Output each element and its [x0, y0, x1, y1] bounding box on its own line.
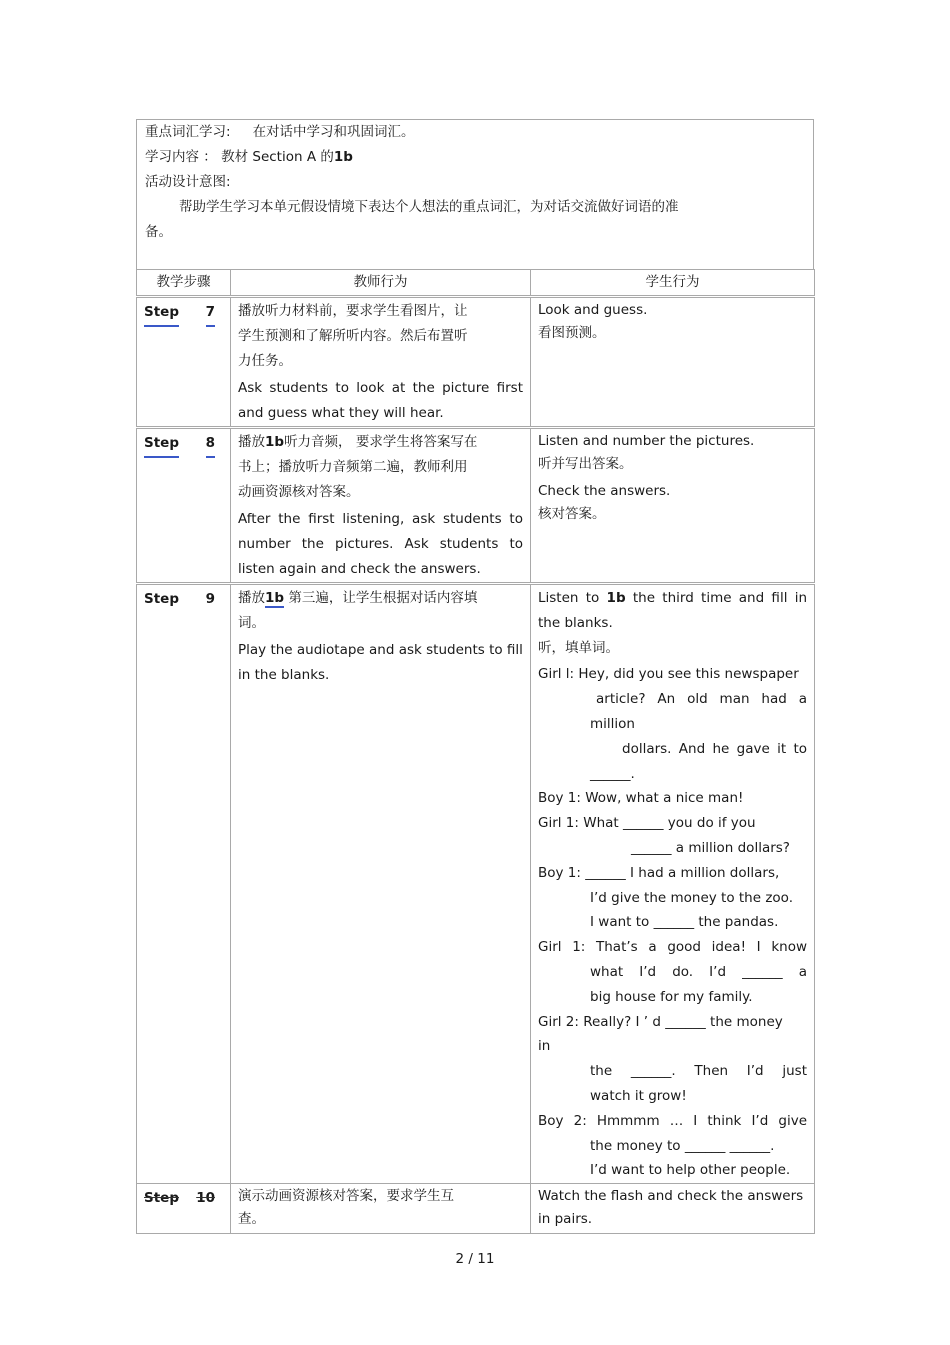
dialogue-line: the money to ______ ______.	[590, 1137, 775, 1154]
teacher-text: 播放1b 第三遍，让学生根据对话内容填	[238, 590, 478, 606]
teacher-cell	[231, 428, 531, 584]
table-row-step-10	[137, 1184, 815, 1234]
teacher-text: After the first listening, ask students to	[238, 511, 523, 527]
teacher-text: 力任务。	[238, 353, 292, 369]
dialogue-line: Boy 1: ______ I had a million dollars,	[538, 864, 780, 881]
student-text: in pairs.	[538, 1211, 593, 1228]
teacher-text: 书上；播放听力音频第二遍，教师利用	[238, 459, 468, 475]
dialogue-line: Boy 2: Hmmmm … I think I’d give	[538, 1112, 807, 1129]
lesson-header	[136, 119, 814, 269]
student-cell	[531, 584, 815, 1184]
student-cell	[531, 1184, 815, 1234]
student-text: Watch the flash and check the answers	[538, 1188, 804, 1205]
dialogue-line: million	[590, 715, 635, 732]
step-cell	[137, 1184, 231, 1234]
table-row-step-9	[137, 584, 815, 1184]
student-text: the blanks.	[538, 614, 613, 631]
student-cell	[531, 428, 815, 584]
teacher-cell	[231, 584, 531, 1184]
dialogue-line: I’d give the money to the zoo.	[590, 889, 793, 906]
dialogue-line: Girl 2: Really? I ’ d ______ the money	[538, 1013, 783, 1030]
dialogue-line: ______ a million dollars?	[631, 839, 790, 856]
teacher-text: listen again and check the answers.	[238, 561, 481, 577]
dialogue-line: Girl 1: What ______ you do if you	[538, 815, 756, 832]
document-page	[136, 119, 814, 1234]
teacher-text: 播放听力材料前，要求学生看图片，让	[238, 303, 468, 319]
content-text: 学习内容 ： 教材 Section A 的	[145, 149, 334, 165]
vocab-line	[145, 120, 813, 145]
table-row-step-7	[137, 297, 815, 428]
page-number: 2 / 11	[455, 1251, 495, 1267]
step-label: Step 9	[144, 591, 215, 607]
content-line	[145, 145, 813, 170]
student-cell	[531, 297, 815, 428]
teacher-cell	[231, 1184, 531, 1234]
step-label: Step 7	[144, 298, 223, 327]
teacher-text: 动画资源核对答案。	[238, 484, 360, 500]
teacher-text: 演示动画资源核对答案，要求学生互	[238, 1188, 454, 1205]
teacher-text: and guess what they will hear.	[238, 405, 444, 421]
dialogue-line: I want to ______ the pandas.	[590, 914, 779, 931]
student-text: 听并写出答案。	[538, 456, 633, 472]
teacher-text: 查。	[238, 1211, 265, 1228]
student-text: Check the answers.	[538, 483, 671, 499]
content-bold: 1b	[333, 149, 353, 165]
dialogue-line: I’d want to help other people.	[590, 1162, 791, 1179]
table-header-row	[137, 270, 815, 297]
column-header-student: 学生行为	[531, 270, 815, 297]
steps-table	[136, 269, 815, 1234]
teacher-text: Play the audiotape and ask students to fill	[238, 642, 523, 658]
intent-text-2: 备。	[145, 224, 172, 240]
dialogue-line: the ______. Then I’d just	[590, 1063, 807, 1080]
step-label: Step 8	[144, 429, 223, 458]
column-header-teacher: 教师行为	[231, 270, 531, 297]
dialogue-line: Girl l: Hey, did you see this newspaper	[538, 666, 799, 683]
step-cell	[137, 584, 231, 1184]
student-text: Listen and number the pictures.	[538, 433, 755, 449]
dialogue-line: in	[538, 1038, 551, 1055]
teacher-text: Ask students to look at the picture first	[238, 380, 523, 396]
dialogue-line: what I’d do. I’d ______ a	[590, 963, 807, 980]
dialogue-line: article? An old man had a	[596, 691, 807, 708]
student-text: Listen to 1b the third time and fill in	[538, 590, 808, 606]
dialogue-line: watch it grow!	[590, 1087, 687, 1104]
dialogue-line: big house for my family.	[590, 988, 753, 1005]
dialogue-line: dollars. And he gave it to	[622, 740, 807, 757]
teacher-text: 播放1b听力音频， 要求学生将答案写在	[238, 434, 478, 450]
dialogue-line: ______.	[590, 765, 635, 782]
column-header-step: 教学步骤	[137, 270, 231, 297]
student-text: 看图预测。	[538, 325, 606, 341]
teacher-text: 学生预测和了解所听内容。然后布置听	[238, 328, 468, 344]
table-row-step-8	[137, 428, 815, 584]
intent-label: 活动设计意图:	[145, 174, 231, 190]
dialogue-line: Girl 1: That’s a good idea! I know	[538, 939, 807, 956]
student-text: 核对答案。	[538, 506, 606, 522]
vocab-label: 重点词汇学习:	[145, 124, 231, 140]
student-text: 听，填单词。	[538, 639, 619, 656]
step-label: Step 10	[144, 1190, 215, 1207]
teacher-cell	[231, 297, 531, 428]
teacher-text: 词。	[238, 615, 265, 631]
vocab-text: 在对话中学习和巩固词汇。	[252, 124, 415, 140]
step-cell	[137, 428, 231, 584]
intent-text-1: 帮助学生学习本单元假设情境下表达个人想法的重点词汇，为对话交流做好词语的准	[179, 199, 679, 215]
student-text: Look and guess.	[538, 302, 648, 318]
step-cell	[137, 297, 231, 428]
teacher-text: number the pictures. Ask students to	[238, 536, 523, 552]
teacher-text: in the blanks.	[238, 667, 330, 683]
dialogue-line: Boy 1: Wow, what a nice man!	[538, 790, 744, 807]
